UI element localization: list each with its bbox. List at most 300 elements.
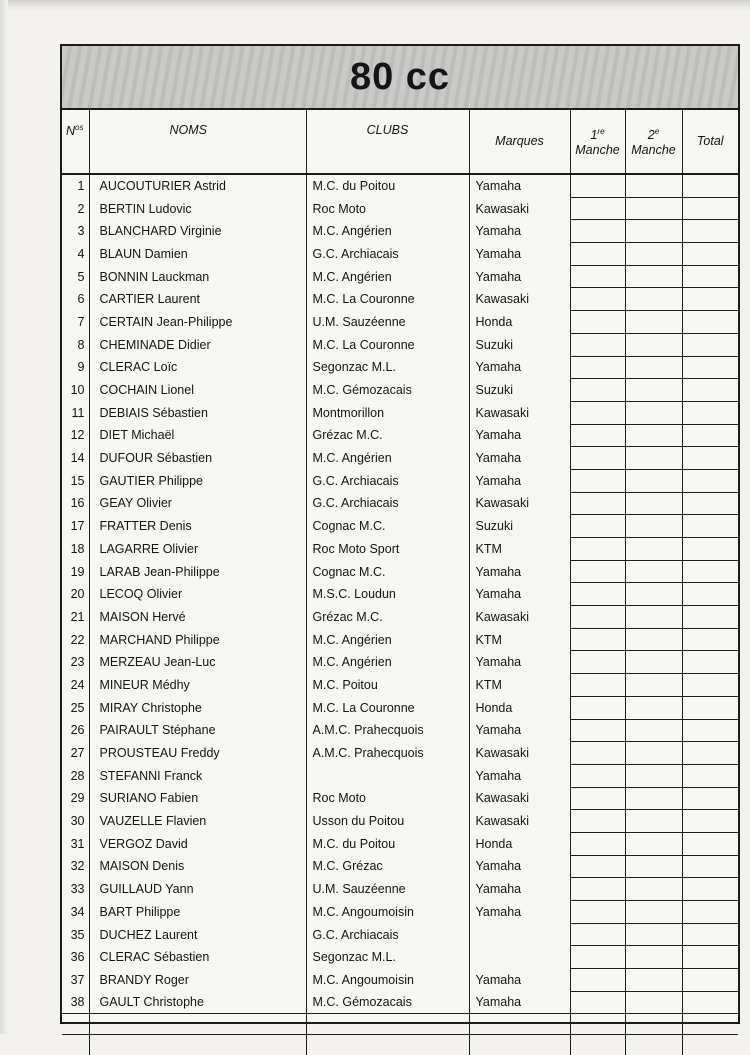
table-row: [62, 923, 738, 946]
table-row: [62, 356, 738, 379]
table-row: [62, 901, 738, 924]
heat-2-score-cell: [625, 538, 682, 561]
heat-2-score-cell: [625, 583, 682, 606]
rider-name: DUFOUR Sébastien: [89, 447, 306, 470]
heat-1-score-cell: [570, 969, 625, 992]
table-row: [62, 855, 738, 878]
table-row: [62, 197, 738, 220]
rider-number: 26: [70, 723, 85, 738]
heat-2-score-cell: [625, 333, 682, 356]
heat-1-score-cell: [570, 810, 625, 833]
rider-name: MAISON Hervé: [89, 606, 306, 629]
total-score-cell: [682, 991, 738, 1014]
table-row: [62, 265, 738, 288]
heat-1-score-cell: [570, 424, 625, 447]
page-top-shadow: [0, 0, 750, 10]
rider-make: Honda: [469, 311, 570, 334]
total-score-cell: [682, 606, 738, 629]
table-row: [62, 492, 738, 515]
rider-number: 11: [71, 405, 85, 420]
header-total: Total: [682, 109, 738, 174]
table-row: [62, 742, 738, 765]
heat-2-score-cell: [625, 515, 682, 538]
table-row: [62, 560, 738, 583]
heat-1-score-cell: [570, 651, 625, 674]
rider-club: M.C. Angérien: [306, 447, 469, 470]
rider-name: BART Philippe: [89, 901, 306, 924]
rider-name: AUCOUTURIER Astrid: [89, 174, 306, 197]
heat-2-score-cell: [625, 832, 682, 855]
rider-make: Suzuki: [469, 515, 570, 538]
rider-name: CLERAC Sébastien: [89, 946, 306, 969]
header-clubs: CLUBS: [306, 109, 469, 174]
rider-club: Roc Moto Sport: [306, 538, 469, 561]
rider-club: A.M.C. Prahecquois: [306, 742, 469, 765]
blank-cell: [89, 1014, 306, 1035]
total-score-cell: [682, 674, 738, 697]
rider-name: LECOQ Olivier: [89, 583, 306, 606]
rider-club: M.C. La Couronne: [306, 696, 469, 719]
total-score-cell: [682, 333, 738, 356]
blank-cell: [625, 1035, 682, 1055]
blank-cell: [469, 1014, 570, 1035]
total-score-cell: [682, 969, 738, 992]
rider-club: U.M. Sauzéenne: [306, 311, 469, 334]
heat-2-score-cell: [625, 674, 682, 697]
rider-make: Yamaha: [469, 651, 570, 674]
rider-make: Yamaha: [469, 220, 570, 243]
total-score-cell: [682, 469, 738, 492]
rider-number: 33: [70, 882, 85, 897]
rider-name: COCHAIN Lionel: [89, 379, 306, 402]
rider-club: Montmorillon: [306, 401, 469, 424]
rider-club: G.C. Archiacais: [306, 492, 469, 515]
rider-number: 25: [70, 700, 85, 715]
rider-number: 31: [70, 836, 85, 851]
rider-make: [469, 923, 570, 946]
rider-make: Kawasaki: [469, 787, 570, 810]
table-row: [62, 288, 738, 311]
rider-number: 9: [77, 360, 85, 375]
rider-number: 36: [70, 950, 85, 965]
total-score-cell: [682, 560, 738, 583]
rider-name: BLAUN Damien: [89, 243, 306, 266]
total-score-cell: [682, 696, 738, 719]
heat-1-score-cell: [570, 628, 625, 651]
rider-name: SURIANO Fabien: [89, 787, 306, 810]
blank-cell: [62, 1035, 89, 1055]
rider-number: 1: [77, 179, 85, 194]
rider-number: 3: [77, 224, 85, 239]
heat-2-score-cell: [625, 447, 682, 470]
rider-number: 18: [70, 541, 85, 556]
rider-club: Roc Moto: [306, 787, 469, 810]
rider-number: 5: [77, 269, 85, 284]
rider-number: 16: [70, 496, 85, 511]
heat-2-score-cell: [625, 492, 682, 515]
heat-1-score-cell: [570, 538, 625, 561]
table-row: [62, 515, 738, 538]
heat-1-score-cell: [570, 787, 625, 810]
blank-cell: [682, 1035, 738, 1055]
rider-club: Segonzac M.L.: [306, 356, 469, 379]
rider-club: M.C. Gémozacais: [306, 991, 469, 1014]
heat-2-score-cell: [625, 878, 682, 901]
rider-number: 24: [70, 677, 85, 692]
rider-number: 22: [70, 632, 85, 647]
heat-1-score-cell: [570, 764, 625, 787]
rider-number: 21: [70, 609, 85, 624]
rider-club: A.M.C. Prahecquois: [306, 719, 469, 742]
total-score-cell: [682, 810, 738, 833]
heat-2-score-cell: [625, 719, 682, 742]
rider-make: Yamaha: [469, 560, 570, 583]
rider-club: Segonzac M.L.: [306, 946, 469, 969]
header-names: NOMS: [89, 109, 306, 174]
rider-make: Kawasaki: [469, 401, 570, 424]
rider-club: G.C. Archiacais: [306, 469, 469, 492]
rider-club: Grézac M.C.: [306, 606, 469, 629]
rider-club: M.C. La Couronne: [306, 288, 469, 311]
rider-make: Yamaha: [469, 969, 570, 992]
table-row: [62, 991, 738, 1014]
rider-number: 34: [70, 904, 85, 919]
rider-make: Yamaha: [469, 878, 570, 901]
rider-name: VERGOZ David: [89, 832, 306, 855]
total-score-cell: [682, 832, 738, 855]
rider-make: KTM: [469, 674, 570, 697]
heat-1-score-cell: [570, 447, 625, 470]
rider-number: 8: [77, 337, 85, 352]
heat-2-score-cell: [625, 946, 682, 969]
table-row: [62, 764, 738, 787]
rider-make: Yamaha: [469, 469, 570, 492]
heat-2-score-cell: [625, 356, 682, 379]
rider-name: PROUSTEAU Freddy: [89, 742, 306, 765]
rider-club: G.C. Archiacais: [306, 243, 469, 266]
rider-number: 15: [70, 473, 85, 488]
heat-1-score-cell: [570, 197, 625, 220]
rider-name: MINEUR Médhy: [89, 674, 306, 697]
heat-1-score-cell: [570, 174, 625, 197]
heat-2-score-cell: [625, 923, 682, 946]
table-row: [62, 174, 738, 197]
total-score-cell: [682, 946, 738, 969]
heat-2-score-cell: [625, 560, 682, 583]
heat-2-score-cell: [625, 696, 682, 719]
heat-2-score-cell: [625, 243, 682, 266]
rider-make: Kawasaki: [469, 810, 570, 833]
table-row: [62, 583, 738, 606]
rider-number: 12: [70, 428, 85, 443]
blank-cell: [570, 1035, 625, 1055]
heat-1-score-cell: [570, 288, 625, 311]
heat-2-score-cell: [625, 424, 682, 447]
table-row: [62, 447, 738, 470]
total-score-cell: [682, 220, 738, 243]
heat-2-score-cell: [625, 855, 682, 878]
total-score-cell: [682, 243, 738, 266]
rider-club: M.S.C. Loudun: [306, 583, 469, 606]
category-title: 80 cc: [349, 56, 451, 98]
total-score-cell: [682, 878, 738, 901]
heat-2-score-cell: [625, 651, 682, 674]
heat-1-score-cell: [570, 719, 625, 742]
rider-number: 35: [70, 927, 85, 942]
table-row: [62, 787, 738, 810]
rider-club: U.M. Sauzéenne: [306, 878, 469, 901]
rider-number: 6: [77, 292, 85, 307]
table-row: [62, 424, 738, 447]
rider-make: Kawasaki: [469, 492, 570, 515]
total-score-cell: [682, 356, 738, 379]
entry-table: [62, 109, 738, 1055]
rider-club: M.C. Poitou: [306, 674, 469, 697]
rider-make: Yamaha: [469, 424, 570, 447]
table-row: [62, 243, 738, 266]
heat-2-score-cell: [625, 311, 682, 334]
rider-make: Yamaha: [469, 447, 570, 470]
heat-1-score-cell: [570, 674, 625, 697]
heat-2-score-cell: [625, 628, 682, 651]
rider-club: Cognac M.C.: [306, 560, 469, 583]
rider-number: 28: [70, 768, 85, 783]
rider-name: BONNIN Lauckman: [89, 265, 306, 288]
rider-make: Yamaha: [469, 901, 570, 924]
heat-2-score-cell: [625, 810, 682, 833]
rider-name: GEAY Olivier: [89, 492, 306, 515]
rider-name: BRANDY Roger: [89, 969, 306, 992]
total-score-cell: [682, 538, 738, 561]
rider-name: DIET Michaël: [89, 424, 306, 447]
rider-name: MAISON Denis: [89, 855, 306, 878]
total-score-cell: [682, 197, 738, 220]
total-score-cell: [682, 515, 738, 538]
rider-name: MERZEAU Jean-Luc: [89, 651, 306, 674]
heat-1-score-cell: [570, 401, 625, 424]
heat-1-score-cell: [570, 379, 625, 402]
rider-number: 4: [77, 246, 85, 261]
entry-list-sheet: [60, 44, 740, 1024]
table-row: [62, 379, 738, 402]
total-score-cell: [682, 855, 738, 878]
blank-cell: [625, 1014, 682, 1035]
rider-make: Yamaha: [469, 356, 570, 379]
heat-2-score-cell: [625, 220, 682, 243]
total-score-cell: [682, 401, 738, 424]
table-row: [62, 674, 738, 697]
rider-number: 7: [77, 314, 85, 329]
rider-name: PAIRAULT Stéphane: [89, 719, 306, 742]
rider-name: BLANCHARD Virginie: [89, 220, 306, 243]
total-score-cell: [682, 447, 738, 470]
rider-name: MARCHAND Philippe: [89, 628, 306, 651]
blank-row: [62, 1014, 738, 1035]
heat-2-score-cell: [625, 469, 682, 492]
title-band: [62, 46, 738, 110]
rider-name: VAUZELLE Flavien: [89, 810, 306, 833]
table-row: [62, 220, 738, 243]
header-makes: Marques: [469, 109, 570, 174]
rider-make: Honda: [469, 696, 570, 719]
total-score-cell: [682, 742, 738, 765]
rider-number: 38: [70, 995, 85, 1010]
rider-make: Yamaha: [469, 764, 570, 787]
total-score-cell: [682, 923, 738, 946]
heat-2-score-cell: [625, 901, 682, 924]
rider-club: M.C. Angérien: [306, 651, 469, 674]
table-header: [62, 109, 738, 174]
heat-1-score-cell: [570, 878, 625, 901]
rider-number: 14: [70, 451, 85, 466]
rider-make: KTM: [469, 628, 570, 651]
rider-club: M.C. La Couronne: [306, 333, 469, 356]
heat-1-score-cell: [570, 220, 625, 243]
rider-club: M.C. Angoumoisin: [306, 969, 469, 992]
rider-number: 19: [70, 564, 85, 579]
blank-cell: [469, 1035, 570, 1055]
table-row: [62, 878, 738, 901]
rider-make: Yamaha: [469, 265, 570, 288]
rider-club: G.C. Archiacais: [306, 923, 469, 946]
table-body: [62, 174, 738, 1055]
total-score-cell: [682, 651, 738, 674]
rider-number: 2: [77, 201, 85, 216]
blank-cell: [570, 1014, 625, 1035]
rider-name: CHEMINADE Didier: [89, 333, 306, 356]
rider-name: DUCHEZ Laurent: [89, 923, 306, 946]
rider-make: Suzuki: [469, 379, 570, 402]
page-left-edge: [0, 0, 8, 1034]
heat-1-score-cell: [570, 243, 625, 266]
heat-2-score-cell: [625, 991, 682, 1014]
rider-club: [306, 764, 469, 787]
rider-number: 20: [70, 587, 85, 602]
blank-cell: [306, 1035, 469, 1055]
total-score-cell: [682, 311, 738, 334]
heat-2-score-cell: [625, 742, 682, 765]
table-row: [62, 333, 738, 356]
heat-2-score-cell: [625, 969, 682, 992]
rider-club: Grézac M.C.: [306, 424, 469, 447]
heat-2-score-cell: [625, 606, 682, 629]
heat-1-score-cell: [570, 606, 625, 629]
total-score-cell: [682, 583, 738, 606]
total-score-cell: [682, 265, 738, 288]
rider-name: STEFANNI Franck: [89, 764, 306, 787]
rider-name: GAUTIER Philippe: [89, 469, 306, 492]
heat-2-score-cell: [625, 764, 682, 787]
rider-club: M.C. Angérien: [306, 628, 469, 651]
heat-1-score-cell: [570, 991, 625, 1014]
table-row: [62, 538, 738, 561]
rider-club: M.C. du Poitou: [306, 832, 469, 855]
heat-2-score-cell: [625, 401, 682, 424]
total-score-cell: [682, 288, 738, 311]
header-number: $N^{os}$: [62, 109, 89, 174]
table-row: [62, 606, 738, 629]
header-heat-1: 1re Manche: [570, 109, 625, 174]
total-score-cell: [682, 719, 738, 742]
rider-name: GAULT Christophe: [89, 991, 306, 1014]
heat-2-score-cell: [625, 379, 682, 402]
rider-number: 32: [70, 859, 85, 874]
heat-1-score-cell: [570, 742, 625, 765]
heat-1-score-cell: [570, 492, 625, 515]
rider-club: M.C. Angérien: [306, 220, 469, 243]
heat-1-score-cell: [570, 515, 625, 538]
rider-number: 29: [70, 791, 85, 806]
rider-make: [469, 946, 570, 969]
rider-make: Yamaha: [469, 991, 570, 1014]
rider-number: 17: [70, 519, 85, 534]
heat-2-score-cell: [625, 174, 682, 197]
rider-make: Kawasaki: [469, 288, 570, 311]
rider-make: Yamaha: [469, 243, 570, 266]
rider-number: 23: [70, 655, 85, 670]
table-row: [62, 832, 738, 855]
rider-club: M.C. Angérien: [306, 265, 469, 288]
heat-1-score-cell: [570, 855, 625, 878]
rider-club: Roc Moto: [306, 197, 469, 220]
table-row: [62, 469, 738, 492]
total-score-cell: [682, 787, 738, 810]
heat-2-score-cell: [625, 787, 682, 810]
table-row: [62, 719, 738, 742]
table-row: [62, 401, 738, 424]
rider-club: Cognac M.C.: [306, 515, 469, 538]
rider-name: BERTIN Ludovic: [89, 197, 306, 220]
rider-name: DEBIAIS Sébastien: [89, 401, 306, 424]
table-row: [62, 810, 738, 833]
heat-1-score-cell: [570, 696, 625, 719]
rider-name: CARTIER Laurent: [89, 288, 306, 311]
rider-make: Yamaha: [469, 855, 570, 878]
rider-number: 10: [70, 383, 85, 398]
rider-number: 27: [70, 746, 85, 761]
table-row: [62, 628, 738, 651]
heat-1-score-cell: [570, 583, 625, 606]
rider-make: Yamaha: [469, 719, 570, 742]
heat-1-score-cell: [570, 311, 625, 334]
rider-make: Kawasaki: [469, 197, 570, 220]
rider-name: GUILLAUD Yann: [89, 878, 306, 901]
rider-name: LARAB Jean-Philippe: [89, 560, 306, 583]
table-row: [62, 696, 738, 719]
table-row: [62, 311, 738, 334]
blank-cell: [306, 1014, 469, 1035]
rider-make: Honda: [469, 832, 570, 855]
total-score-cell: [682, 174, 738, 197]
rider-name: MIRAY Christophe: [89, 696, 306, 719]
table-row: [62, 969, 738, 992]
rider-name: LAGARRE Olivier: [89, 538, 306, 561]
total-score-cell: [682, 379, 738, 402]
rider-make: KTM: [469, 538, 570, 561]
heat-1-score-cell: [570, 469, 625, 492]
table-row: [62, 946, 738, 969]
total-score-cell: [682, 424, 738, 447]
rider-name: CERTAIN Jean-Philippe: [89, 311, 306, 334]
heat-1-score-cell: [570, 356, 625, 379]
heat-1-score-cell: [570, 560, 625, 583]
rider-name: FRATTER Denis: [89, 515, 306, 538]
rider-make: Kawasaki: [469, 742, 570, 765]
blank-cell: [62, 1014, 89, 1035]
rider-club: M.C. du Poitou: [306, 174, 469, 197]
header-heat-2: 2e Manche: [625, 109, 682, 174]
total-score-cell: [682, 764, 738, 787]
